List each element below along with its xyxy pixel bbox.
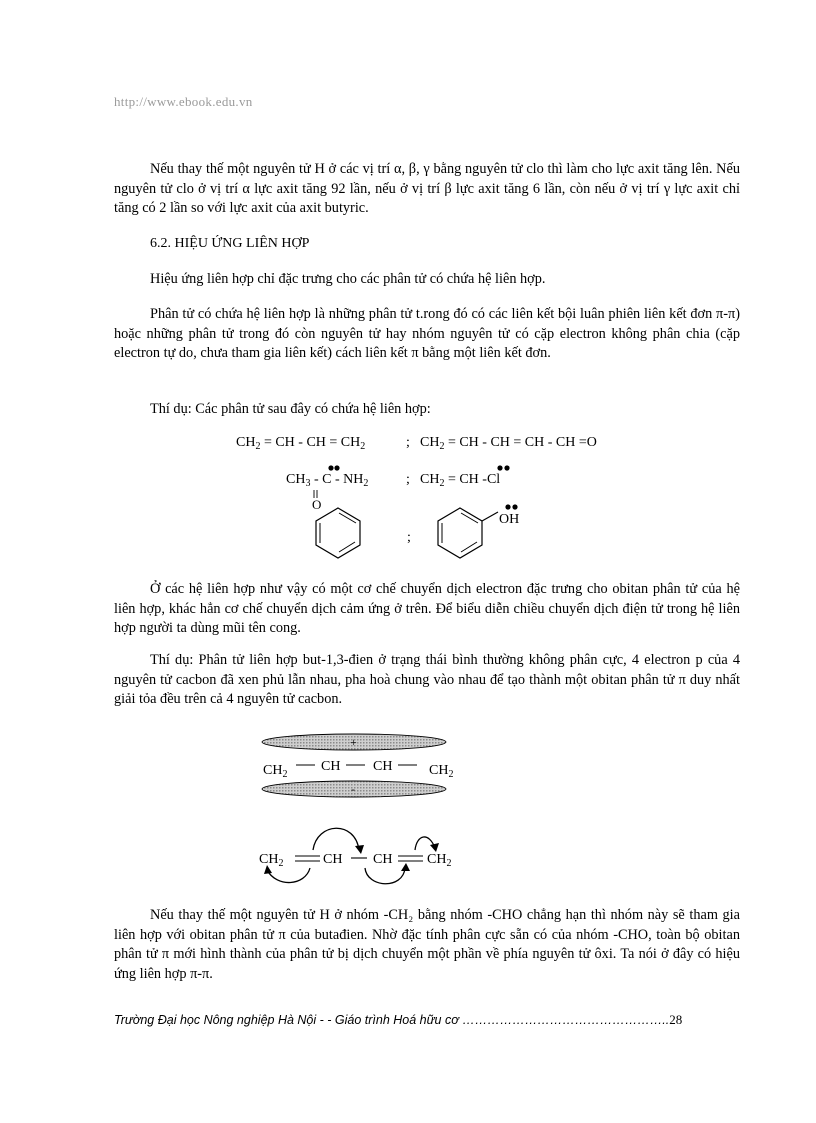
carbonyl-oxygen: O (312, 497, 322, 512)
paragraph-cho-substitution: Nếu thay thế một nguyên tử H ở nhóm -CH₂ bằng nhóm -CHO chẳng hạn thì nhóm này sẽ tham gia liên hợp với obitan phân tử π của butađien. Nhờ đặc tính phân cực sẵn có của nhóm -CHO, toàn bộ obitan phân tử π mới hình thành của phân tử bị dịch chuyển một phần về phía nguyên tử ôxi. Ta nói ở đây có hiệu ứng liên hợp π-π. (114, 907, 740, 982)
paragraph-example-intro: Thí dụ: Các phân tử sau đây có chứa hệ liên hợp: (150, 401, 431, 417)
curved-arrow-icon (267, 868, 310, 883)
chloride-lone-pair (495, 462, 515, 474)
section-heading: 6.2. HIỆU ỨNG LIÊN HỢP (150, 236, 310, 251)
curved-arrow-icon (415, 837, 435, 850)
formula-separator: ; (406, 435, 410, 450)
paragraph-definition: Hiệu ứng liên hợp chỉ đặc trưng cho các phân tử có chứa hệ liên hợp. (150, 271, 546, 287)
svg-text:CH2: $CH_2$ (259, 852, 284, 869)
svg-text:CH: CH (321, 759, 341, 774)
curved-arrow-diagram (255, 820, 475, 890)
svg-text:CH2: $CH_2$ (427, 852, 452, 869)
formula-acetamide: $CH_3$ - C - $NH_2$ (286, 472, 369, 489)
formula-separator: ; (407, 530, 411, 545)
orbital-minus: - (351, 782, 355, 796)
paragraph-butadiene-example: Thí dụ: Phân tử liên hợp but-1,3-đien ở trạng thái bình thường không phân cực, 4 electron p của 4 nguyên tử cacbon đã xen phủ lẫn nhau, pha hoà chung vào nhau để tạo thành một obitan phân tử π duy nhất giải tỏa đều trên cả 4 nguyên tử cacbon. (114, 652, 740, 707)
formula-separator: ; (406, 472, 410, 487)
formula-pentadienal: $CH_2$ = CH - CH = CH - CH =O (420, 435, 597, 452)
hydroxyl-label: OH (499, 512, 520, 527)
curved-arrow-icon (365, 868, 405, 884)
benzene-ring-icon (308, 500, 368, 562)
page-footer (114, 1012, 740, 1028)
page-number: 28 (669, 1012, 683, 1027)
formula-vinyl-chloride: $CH_2$ = CH -Cl (420, 472, 501, 489)
formula-butadiene: $CH_2$ = CH - CH = $CH_2$ (236, 435, 366, 452)
phenol-ring-icon (430, 500, 530, 562)
pi-orbital-diagram (255, 730, 465, 805)
lone-pair-dot (334, 465, 339, 470)
svg-text:CH2: $CH_2$ (429, 763, 454, 780)
paragraph-electron-shift: Ở các hệ liên hợp như vậy có một cơ chế chuyển dịch electron đặc trưng cho obitan phân tử của hệ liên hợp, khác hẳn cơ chế chuyển dịch cảm ứng ở trên. Để biểu diễn chiều chuyển dịch điện tử trong hệ liên hợp người ta dùng mũi tên cong. (114, 581, 740, 636)
svg-text:CH2: $CH_2$ (263, 763, 288, 780)
svg-text:CH: CH (323, 852, 343, 867)
orbital-plus: + (350, 735, 357, 749)
svg-text:CH: CH (373, 852, 393, 867)
footer-text: Trường Đại học Nông nghiệp Hà Nội - - Giáo trình Hoá hữu cơ ………………………………………….. (114, 1013, 670, 1027)
lone-pair-dot (328, 465, 333, 470)
curved-arrow-icon (313, 828, 359, 850)
source-url[interactable]: http://www.ebook.edu.vn (114, 94, 253, 109)
paragraph-conjugated-molecules: Phân tử có chứa hệ liên hợp là những phân tử t.rong đó có các liên kết bội luân phiên liên kết đơn π-π) hoặc những phân tử trong đó còn nguyên tử hay nhóm nguyên tử có cặp electron không phân chia (cặp electron tự do, chưa tham gia liên kết) cách liên kết π bằng một liên kết đơn. (114, 306, 740, 361)
paragraph-chlorine-acidity: Nếu thay thế một nguyên tử H ở các vị trí α, β, γ bằng nguyên tử clo thì làm cho lực axit tăng lên. Nếu nguyên tử clo ở vị trí α lực axit tăng 92 lần, nếu ở vị trí β lực axit tăng 6 lần, còn nếu ở vị trí γ lực axit chỉ tăng có 2 lần so với lực axit của axit butyric. (114, 161, 740, 216)
svg-text:CH: CH (373, 759, 393, 774)
